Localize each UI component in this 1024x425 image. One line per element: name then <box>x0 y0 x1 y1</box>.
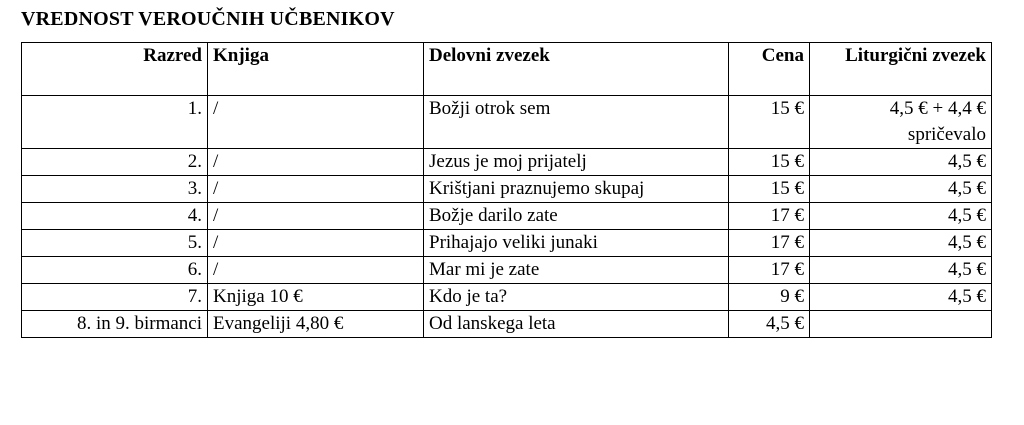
cell-workbook: Jezus je moj prijatelj <box>424 149 729 176</box>
cell-workbook: Božje darilo zate <box>424 203 729 230</box>
cell-grade: 8. in 9. birmanci <box>22 311 208 338</box>
cell-book: / <box>208 203 424 230</box>
cell-grade: 3. <box>22 176 208 203</box>
cell-price: 9 € <box>729 284 810 311</box>
cell-price: 17 € <box>729 203 810 230</box>
cell-book: / <box>208 257 424 284</box>
cell-liturgical: 4,5 € <box>810 203 992 230</box>
cell-workbook: Krištjani praznujemo skupaj <box>424 176 729 203</box>
header-price: Cena <box>729 43 810 96</box>
cell-workbook: Od lanskega leta <box>424 311 729 338</box>
cell-liturgical: 4,5 € <box>810 230 992 257</box>
cell-grade: 1. <box>22 96 208 149</box>
cell-liturgical: 4,5 € <box>810 257 992 284</box>
cell-workbook: Kdo je ta? <box>424 284 729 311</box>
cell-grade: 7. <box>22 284 208 311</box>
cell-book: Evangeliji 4,80 € <box>208 311 424 338</box>
cell-book: Knjiga 10 € <box>208 284 424 311</box>
table-row <box>22 311 992 338</box>
cell-book: / <box>208 149 424 176</box>
cell-liturgical: 4,5 € <box>810 149 992 176</box>
cell-workbook: Mar mi je zate <box>424 257 729 284</box>
table-row <box>22 96 992 149</box>
cell-liturgical: 4,5 € <box>810 176 992 203</box>
header-liturgical: Liturgični zvezek <box>810 43 992 96</box>
cell-book: / <box>208 230 424 257</box>
textbook-price-table <box>21 42 992 338</box>
cell-workbook: Prihajajo veliki junaki <box>424 230 729 257</box>
table-row <box>22 284 992 311</box>
cell-liturgical: 4,5 € + 4,4 € spričevalo <box>810 96 992 149</box>
cell-price: 15 € <box>729 149 810 176</box>
document-title: VREDNOST VEROUČNIH UČBENIKOV <box>21 8 395 30</box>
cell-grade: 4. <box>22 203 208 230</box>
cell-price: 15 € <box>729 96 810 149</box>
header-grade: Razred <box>22 43 208 96</box>
table-row <box>22 149 992 176</box>
table-row <box>22 203 992 230</box>
table-header-row <box>22 43 992 96</box>
table-row <box>22 257 992 284</box>
cell-liturgical: 4,5 € <box>810 284 992 311</box>
cell-grade: 2. <box>22 149 208 176</box>
cell-price: 4,5 € <box>729 311 810 338</box>
cell-price: 15 € <box>729 176 810 203</box>
cell-price: 17 € <box>729 257 810 284</box>
cell-grade: 6. <box>22 257 208 284</box>
header-book: Knjiga <box>208 43 424 96</box>
header-workbook: Delovni zvezek <box>424 43 729 96</box>
table-row <box>22 230 992 257</box>
cell-price: 17 € <box>729 230 810 257</box>
cell-workbook: Božji otrok sem <box>424 96 729 149</box>
table-row <box>22 176 992 203</box>
cell-book: / <box>208 96 424 149</box>
cell-book: / <box>208 176 424 203</box>
cell-liturgical <box>810 311 992 338</box>
cell-grade: 5. <box>22 230 208 257</box>
